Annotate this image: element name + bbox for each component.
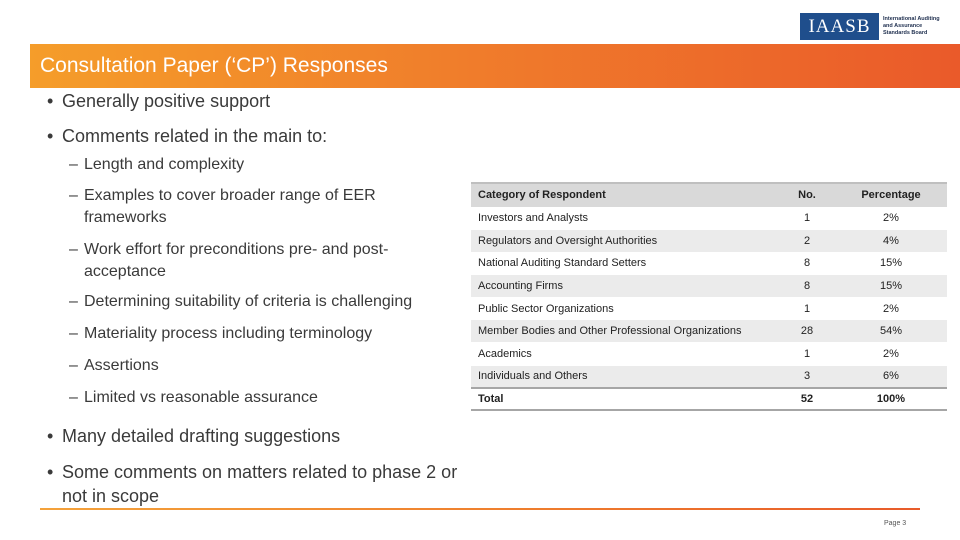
header-percentage: Percentage — [835, 183, 947, 207]
respondents-table — [471, 182, 947, 411]
sub-bullet-item: – Materiality process including terminology — [47, 323, 467, 345]
sub-bullet-item: – Length and complexity — [47, 154, 377, 176]
cell-percentage: 15% — [835, 275, 947, 298]
table-total-row — [471, 388, 947, 411]
table-row — [471, 365, 947, 388]
table-header-row — [471, 183, 947, 207]
cell-number: 8 — [779, 275, 835, 298]
cell-percentage: 2% — [835, 297, 947, 320]
header-number: No. — [779, 183, 835, 207]
logo-full-name: International Auditing and Assurance Standards Board — [883, 16, 940, 36]
cell-percentage: 4% — [835, 230, 947, 253]
cell-percentage: 6% — [835, 365, 947, 388]
bullet-item: • Many detailed drafting suggestions — [47, 424, 467, 448]
cell-category: Individuals and Others — [471, 365, 779, 388]
table-row — [471, 320, 947, 343]
sub-bullet-item: – Examples to cover broader range of EER frameworks — [47, 185, 427, 229]
cell-number: 1 — [779, 297, 835, 320]
bullet-item: • Some comments on matters related to phase 2 or not in scope — [47, 460, 487, 508]
sub-bullet-item: – Determining suitability of criteria is challenging — [47, 291, 467, 313]
cell-category: Member Bodies and Other Professional Organizations — [471, 320, 779, 343]
cell-percentage: 15% — [835, 252, 947, 275]
bullet-item: • Generally positive support — [47, 89, 270, 113]
footer-divider — [40, 508, 920, 510]
cell-total-percentage: 100% — [835, 388, 947, 411]
slide-title: Consultation Paper (‘CP’) Responses — [40, 54, 388, 77]
sub-bullet-item: – Assertions — [47, 355, 427, 377]
table-row — [471, 275, 947, 298]
bullet-item: • Comments related in the main to: — [47, 124, 327, 148]
cell-number: 3 — [779, 365, 835, 388]
cell-percentage: 54% — [835, 320, 947, 343]
logo-acronym: IAASB — [800, 13, 879, 40]
sub-bullet-item: – Work effort for preconditions pre- and post-acceptance — [47, 239, 447, 283]
table-row — [471, 343, 947, 366]
table-row — [471, 207, 947, 230]
table-row — [471, 252, 947, 275]
sub-bullet-item: – Limited vs reasonable assurance — [47, 387, 427, 409]
cell-number: 28 — [779, 320, 835, 343]
page-number: Page 3 — [884, 520, 907, 527]
cell-category: Public Sector Organizations — [471, 297, 779, 320]
cell-total-label: Total — [471, 388, 779, 411]
cell-number: 1 — [779, 207, 835, 230]
cell-category: Investors and Analysts — [471, 207, 779, 230]
cell-percentage: 2% — [835, 343, 947, 366]
cell-number: 8 — [779, 252, 835, 275]
iaasb-logo — [800, 13, 945, 40]
cell-category: Academics — [471, 343, 779, 366]
title-bar — [30, 44, 960, 88]
table-row — [471, 230, 947, 253]
cell-category: Regulators and Oversight Authorities — [471, 230, 779, 253]
cell-number: 1 — [779, 343, 835, 366]
table-row — [471, 297, 947, 320]
cell-total-number: 52 — [779, 388, 835, 411]
header-category: Category of Respondent — [471, 183, 779, 207]
cell-number: 2 — [779, 230, 835, 253]
cell-category: Accounting Firms — [471, 275, 779, 298]
cell-category: National Auditing Standard Setters — [471, 252, 779, 275]
cell-percentage: 2% — [835, 207, 947, 230]
